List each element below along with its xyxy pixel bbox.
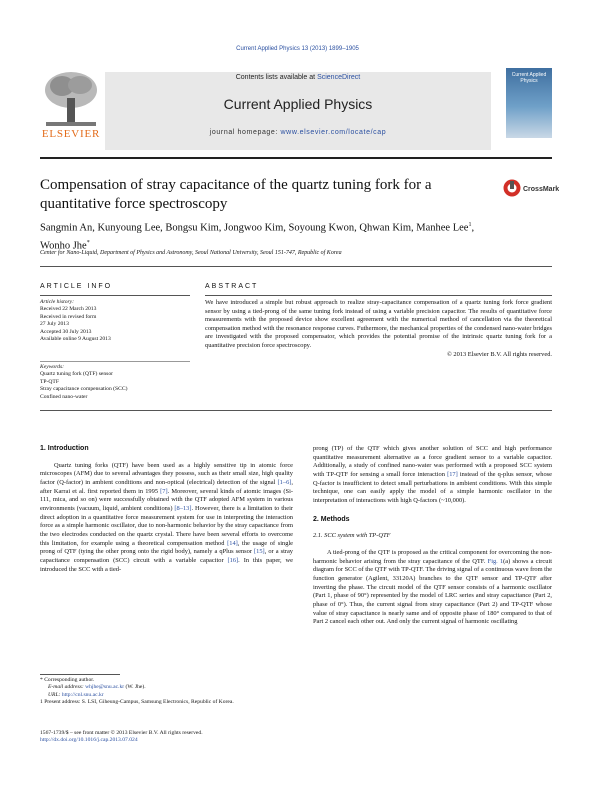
body-column-left xyxy=(40,445,293,574)
keywords-divider xyxy=(40,361,190,362)
author-footnote-mark-2[interactable]: * xyxy=(86,239,90,246)
url-link[interactable]: http://cnl.snu.ac.kr xyxy=(61,691,104,698)
history-label: Article history: xyxy=(40,299,75,305)
abstract-text: We have introduced a simple but robust approach to realize stray-capacitance compensation of a quartz tuning fork force gradient sensor by using a tied-prong of the same tuning fork instead of using a variable precision capacitor. The results of quantitative force measurements with the proposed device show excellent agreement with the numerical method of cancellation via the theoretical compensation method with the resonance response curves. Futhermore, the mechanical properties of the condensed nano-water bridges are investigated with the proposed compensator, which provides the potential promise of the intrinsic quartz tuning fork for a quantitative precision force spectroscopy. xyxy=(205,299,552,349)
issn-line: 1567-1739/$ – see front matter © 2013 Elsevier B.V. All rights reserved. xyxy=(40,730,203,736)
article-title: Compensation of stray capacitance of the quartz tuning fork for a quantitative force spectroscopy xyxy=(40,177,432,212)
history-item: Available online 9 August 2013 xyxy=(40,336,111,343)
body-column-right xyxy=(313,445,552,627)
crossmark-badge[interactable] xyxy=(503,178,559,198)
article-info-heading: ARTICLE INFO xyxy=(40,283,113,290)
keywords-label: Keywords: xyxy=(40,364,65,370)
keyword-item: Quartz tuning fork (QTF) sensor xyxy=(40,371,114,378)
history-item: Received in revised form xyxy=(40,313,97,320)
keyword-item: Stray capacitance compensation (SCC) xyxy=(40,386,128,393)
introduction-paragraph: Quartz tuning forks (QTF) have been used as a highly sensitive tip in atomic force microscopes (AFM) due to several advantages they possess, such as their small size, high quality factor (Q-factor) in ambient conditions and non-optical (electrical) detection of the signal [1–6], after Karrai et al. first reported them in 1995 [7]. Moreover, several kinds of atomic images (Si-111, mica, and so on) were successfully obtained with the QTF adopted AFM system in various environments (vacuum, liquid, ambient conditions) [8–13]. However, there is a limitation to their direct adoption in a quantitative force measurement system for use in interpreting the interaction force as a simple harmonic oscillator, due to non-harmonic behavior by the stray capacitance from the two electrodes conducted on the quartz crystal. There have been several efforts to overcome this limitation, for example using a theoretical compensation method [14], the usage of single prong of QTF (tying the other prong onto the rigid body), namely a qPlus sensor [15], or a stray capacitance compensation (SCC) circuit with a variable capacitor [16]. In this paper, we introduced the SCC with a tied- xyxy=(40,461,294,573)
authors-main: Sangmin An, Kunyoung Lee, Bongsu Kim, Jongwoo Kim, Soyoung Kwon, Qhwan Kim, Manhee Lee xyxy=(40,222,469,234)
footnotes xyxy=(40,677,293,707)
crossmark-label: CrossMark xyxy=(523,186,559,193)
affiliation-divider xyxy=(40,266,552,267)
reference-link[interactable]: [7] xyxy=(160,487,168,495)
publisher-logo-text: ELSEVIER xyxy=(41,128,101,140)
present-address-note: 1 Present address: S. LSI, Giheung-Campus, Samsung Electronics, Republic of Korea. xyxy=(40,699,234,706)
footnote-divider xyxy=(40,674,120,675)
doi-link[interactable]: http://dx.doi.org/10.1016/j.cap.2013.07.024 xyxy=(40,737,138,744)
keywords xyxy=(40,364,190,401)
reference-link[interactable]: [16] xyxy=(227,556,239,564)
figure-link[interactable]: Fig. 1 xyxy=(487,557,504,565)
cover-title: Current Applied Physics xyxy=(511,72,547,84)
journal-homepage xyxy=(105,129,491,136)
history-item: 27 July 2013 xyxy=(40,321,69,328)
reference-link[interactable]: [14] xyxy=(227,539,238,547)
homepage-prefix: journal homepage: xyxy=(209,129,281,136)
history-item: Received 22 March 2013 xyxy=(40,306,97,313)
crossmark-icon xyxy=(503,178,559,198)
journal-title: Current Applied Physics xyxy=(223,96,373,112)
article-info-divider xyxy=(40,295,190,296)
reference-link[interactable]: [17] xyxy=(447,470,458,478)
methods-paragraph: A tied-prong of the QTF is proposed as the critical component for overcoming the non-harmonic behavior arising from the stray capacitance of the QTF. Fig. 1(a) shows a circuit diagram for SCC of the QTF with TP-QTF. The driving signal of a continuous wave from the function generator (Agilent, 33120A) branches to the QTF sensor and TP-QTF after inverting the phase. The circuit model of the QTF sensor consists of a harmonic oscillator (Part 1, phase of 90°) represented by the model of LRC series and stray capacitance (Part 2, phase of 0°). Thus, the current signal from stray capacitance (Part 2) and TP-QTF whose value of stray capacitance is nearly same and of opposite phase of 180° compared to that of Part 2 cancel each other out. And only the current signal of harmonic oscillating xyxy=(313,548,553,626)
contents-prefix: Contents lists available at xyxy=(235,74,318,81)
elsevier-tree-logo xyxy=(40,68,102,130)
header-divider xyxy=(40,157,552,159)
corresponding-author-note: * Corresponding author. xyxy=(40,677,95,683)
subsection-heading-scc: 2.1. SCC system with TP-QTF xyxy=(313,532,391,540)
reference-link[interactable]: [15] xyxy=(254,548,265,556)
section-heading-introduction: 1. Introduction xyxy=(40,445,89,452)
introduction-paragraph-continued: prong (TP) of the QTF which gives another solution of SCC and high performance quantitative measurement alternative as a force gradient sensor to a variable capacitor. Additionally, a study of confined nano-water was performed with a proposed SCC system with TP-QTF for sensing a small force interaction [17] instead of the q-plus sensor, whose Q-factor is insufficient to detect small perturbations in ambient conditions. With this simple technique, one can easily apply the model of a simple harmonic oscillator in the interpretation of interactions with high Q-factors (~10,000). xyxy=(313,445,552,504)
author-list xyxy=(40,218,490,253)
frontmatter-divider xyxy=(40,410,552,411)
keyword-item: TP-QTF xyxy=(40,378,59,385)
history-item: Accepted 30 July 2013 xyxy=(40,328,92,335)
abstract-heading: ABSTRACT xyxy=(205,283,259,290)
abstract-copyright: © 2013 Elsevier B.V. All rights reserved. xyxy=(446,350,552,358)
keyword-item: Confined nano-water xyxy=(40,393,88,400)
authors-tail: , Wonho Jhe xyxy=(40,222,475,251)
email-line: E-mail address: whjhe@snu.ac.kr (W. Jhe). xyxy=(48,684,146,691)
abstract-divider xyxy=(205,295,552,296)
article-history xyxy=(40,299,190,343)
tree-icon xyxy=(40,68,102,130)
contents-line xyxy=(105,74,491,81)
affiliation: Center for Nano-Liquid, Department of Physics and Astronomy, Seoul National University, Seoul 151-747, Republic of Korea xyxy=(40,250,342,256)
reference-link[interactable]: [1–6] xyxy=(277,478,292,486)
section-heading-methods: 2. Methods xyxy=(313,515,350,523)
url-line: URL: http://cnl.snu.ac.kr xyxy=(48,691,104,698)
journal-citation[interactable]: Current Applied Physics 13 (2013) 1899–1905 xyxy=(236,46,359,52)
author-footnote-mark-1[interactable]: 1 xyxy=(468,222,472,228)
reference-link[interactable]: [8–13] xyxy=(174,504,192,512)
issn-doi xyxy=(40,730,340,745)
email-link[interactable]: whjhe@snu.ac.kr xyxy=(85,684,125,691)
homepage-link[interactable]: www.elsevier.com/locate/cap xyxy=(280,129,387,136)
sciencedirect-link[interactable]: ScienceDirect xyxy=(317,74,361,81)
abstract-body xyxy=(205,299,552,359)
